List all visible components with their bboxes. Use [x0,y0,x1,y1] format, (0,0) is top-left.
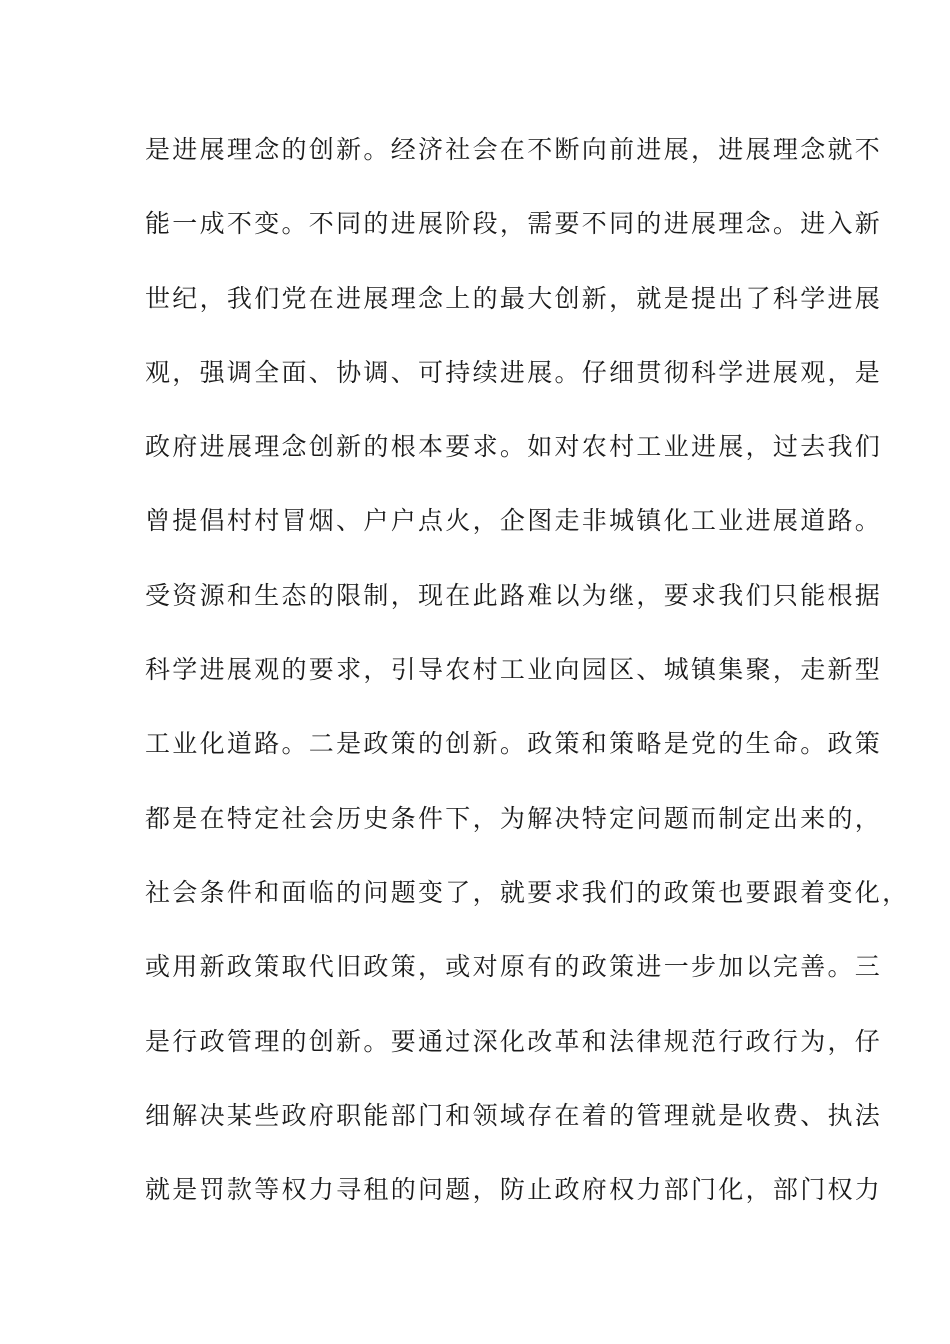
text-line-10: 都是在特定社会历史条件下，为解决特定问题而制定出来的， [145,803,883,833]
text-line-8: 科学进展观的要求，引导农村工业向园区、城镇集聚，走新型 [145,655,883,685]
text-line-11: 社会条件和面临的问题变了，就要求我们的政策也要跟着变化， [145,877,910,907]
text-line-2: 能一成不变。不同的进展阶段，需要不同的进展理念。进入新 [145,209,883,239]
text-line-6: 曾提倡村村冒烟、户户点火，企图走非城镇化工业进展道路。 [145,506,883,536]
text-line-5: 政府进展理念创新的根本要求。如对农村工业进展，过去我们 [145,432,883,462]
text-line-13: 是行政管理的创新。要通过深化改革和法律规范行政行为，仔 [145,1026,883,1056]
body-text [145,130,910,1244]
text-line-3: 世纪，我们党在进展理念上的最大创新，就是提出了科学进展 [145,283,883,313]
text-line-7: 受资源和生态的限制，现在此路难以为继，要求我们只能根据 [145,580,883,610]
text-line-9: 工业化道路。二是政策的创新。政策和策略是党的生命。政策 [145,729,883,759]
text-line-15: 就是罚款等权力寻租的问题，防止政府权力部门化，部门权力 [145,1175,883,1205]
text-line-4: 观，强调全面、协调、可持续进展。仔细贯彻科学进展观，是 [145,357,883,387]
text-line-12: 或用新政策取代旧政策，或对原有的政策进一步加以完善。三 [145,952,883,982]
text-line-1: 是进展理念的创新。经济社会在不断向前进展，进展理念就不 [145,135,883,164]
text-line-14: 细解决某些政府职能部门和领域存在着的管理就是收费、执法 [145,1100,883,1130]
